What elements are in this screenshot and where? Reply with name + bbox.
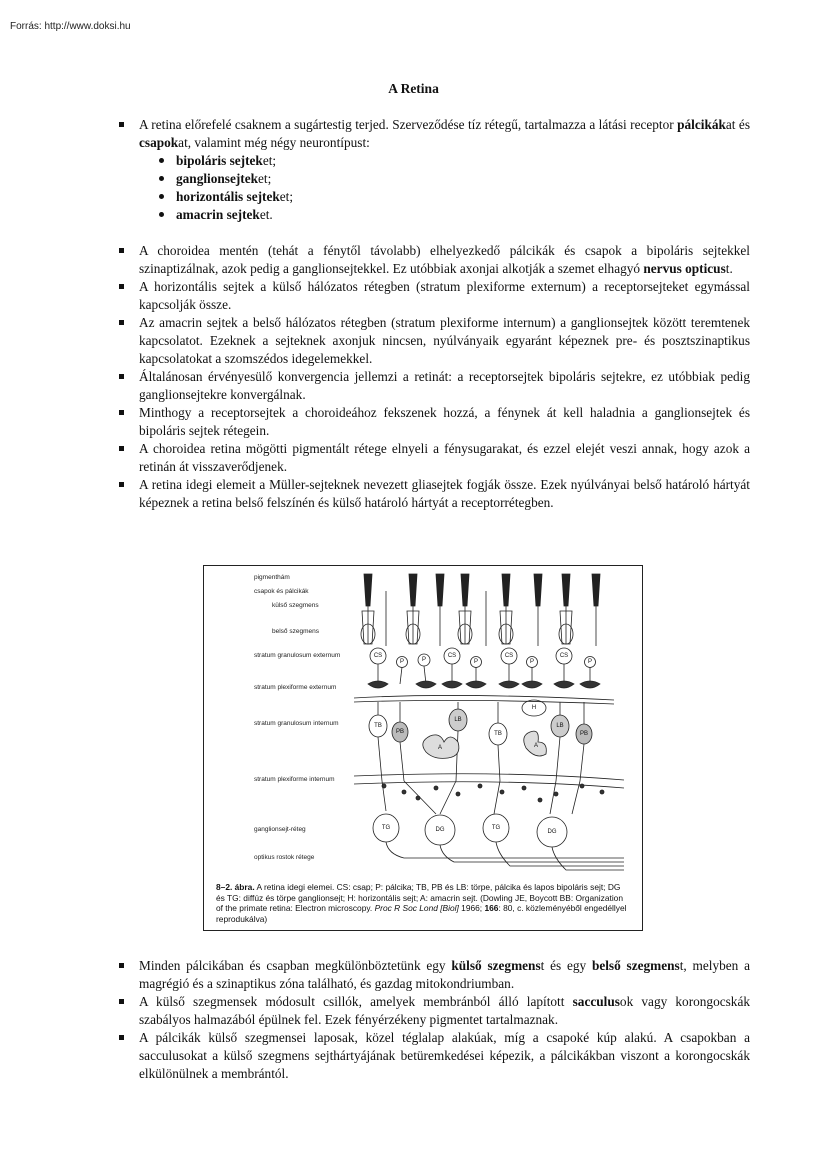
- list-item: Minthogy a receptorsejtek a choroideához fekszenek hozzá, a fénynek át kell haladnia a ganglionsejtek és bipoláris sejtek rétegein.: [118, 404, 750, 440]
- layer-label: pigmenthám: [254, 574, 290, 581]
- cell-label-lb: LB: [556, 723, 564, 729]
- layer-label: stratum granulosum externum: [254, 652, 341, 659]
- layer-label: belső szegmens: [272, 628, 319, 635]
- cell-label-tb: TB: [374, 723, 382, 729]
- segment-bullet-list: [118, 957, 750, 1083]
- list-item: amacrin sejteket.: [156, 206, 750, 224]
- cell-label-cs: CS: [559, 653, 569, 659]
- list-item: bipoláris sejteket;: [156, 152, 750, 170]
- cell-label-p: P: [529, 659, 535, 665]
- cell-label-p: P: [473, 659, 479, 665]
- list-item: Az amacrin sejtek a belső hálózatos rétegben (stratum plexiforme internum) a ganglionsejtek között teremtenek kapcsolatot. Ezeknek a sejteknek axonjuk nincsen, nyúlványaik egyaránt képeznek pre- és posztszinaptikus kapcsolatokat a szomszédos idegelemekkel.: [118, 314, 750, 368]
- source-url: Forrás: http://www.doksi.hu: [10, 21, 131, 32]
- cell-label-pb: PB: [395, 729, 405, 735]
- cell-label-lb: LB: [454, 717, 462, 723]
- layer-label: stratum plexiforme internum: [254, 776, 335, 783]
- layer-label: ganglionsejt-réteg: [254, 826, 306, 833]
- cell-label-tb: TB: [494, 731, 502, 737]
- cell-label-cs: CS: [504, 653, 514, 659]
- layer-label: stratum granulosum internum: [254, 720, 339, 727]
- cell-label-dg: DG: [435, 827, 445, 833]
- figure-caption: 8–2. ábra. A retina idegi elemei. CS: csap; P: pálcika; TB, PB és LB: törpe, pálcika és lapos bipoláris sejt; DG és TG: diffúz és törpe ganglionsejt; H: horizontális sejt; A: amacrin sejt. (Dowling JE, Boycott BB: Organization of the primate retina: Electron microscopy. Proc R Soc Lond [Biol] 1966; 166: 80, c. közleményéből engedéllyel reprodukálva): [216, 882, 627, 924]
- cell-label-a: A: [533, 743, 539, 749]
- cell-label-tg: TG: [381, 825, 391, 831]
- cell-label-dg: DG: [547, 829, 557, 835]
- layer-label: csapok és pálcikák: [254, 588, 309, 595]
- retina-figure: [203, 565, 643, 931]
- page-title: A Retina: [388, 81, 439, 96]
- layer-labels: [204, 566, 642, 930]
- layer-label: optikus rostok rétege: [254, 854, 315, 861]
- list-item: A choroidea mentén (tehát a fénytől távolabb) elhelyezkedő pálcikák és csapok a bipoláris sejtekkel szinaptizálnak, azok pedig a ganglionsejtekkel. Ez utóbbiak axonjai alkotják a szemet elhagyó nervus opticust.: [118, 242, 750, 278]
- cell-label-h: H: [531, 705, 537, 711]
- cell-label-tg: TG: [491, 825, 501, 831]
- cell-label-p: P: [399, 659, 405, 665]
- cell-label-cs: CS: [447, 653, 457, 659]
- list-item: ganglionsejteket;: [156, 170, 750, 188]
- list-item: Általánosan érvényesülő konvergencia jellemzi a retinát: a receptorsejtek bipoláris sejtekre, ez utóbbiak pedig ganglionsejtekre konvergálnak.: [118, 368, 750, 404]
- cell-label-pb: PB: [579, 731, 589, 737]
- list-item: A retina előrefelé csaknem a sugártestig terjed. Szerveződése tíz rétegű, tartalmazza a látási receptor pálcikákat és csapokat, valamint még négy neurontípust: bipoláris sejteket; ganglionsejteket; horizontális sejteket; amacrin sejteket.: [118, 116, 750, 224]
- layer-label: stratum plexiforme externum: [254, 684, 337, 691]
- list-item: A retina idegi elemeit a Müller-sejteknek nevezett gliasejtek fogják össze. Ezek nyúlványai belső határoló hártyát képeznek a retina belső felszínén és külső határoló hártyát a receptorrétegben.: [118, 476, 750, 512]
- cell-label-cs: CS: [373, 653, 383, 659]
- intro-bullet-list: [118, 116, 750, 512]
- list-item: A külső szegmensek módosult csillók, amelyek membránból álló lapított sacculusok vagy korongocskák szabályos halmazából épülnek fel. Ezek fényérzékeny pigmentet tartalmaznak.: [118, 993, 750, 1029]
- list-item: A horizontális sejtek a külső hálózatos rétegben (stratum plexiforme externum) a receptorsejteket egymással kapcsolják össze.: [118, 278, 750, 314]
- list-item: A pálcikák külső szegmensei laposak, közel téglalap alakúak, míg a csapoké kúp alakú. A csapokban a sacculusokat a külső szegmens sejthártyájának betüremkedései képezik, a pálcikákban viszont a korongocskák elkülönülnek a membrántól.: [118, 1029, 750, 1083]
- neuron-type-list: [139, 152, 750, 224]
- cell-label-p: P: [587, 659, 593, 665]
- list-item: horizontális sejteket;: [156, 188, 750, 206]
- cell-label-a: A: [437, 745, 443, 751]
- cell-label-p: P: [421, 657, 427, 663]
- list-item: Minden pálcikában és csapban megkülönböztetünk egy külső szegmenst és egy belső szegmenst, melyben a magrégió és a szinaptikus zóna található, és gazdag mitokondriumban.: [118, 957, 750, 993]
- layer-label: külső szegmens: [272, 602, 319, 609]
- list-item: A choroidea retina mögötti pigmentált rétege elnyeli a fénysugarakat, és ezzel elejét veszi annak, hogy azok a retinán át visszaverődjenek.: [118, 440, 750, 476]
